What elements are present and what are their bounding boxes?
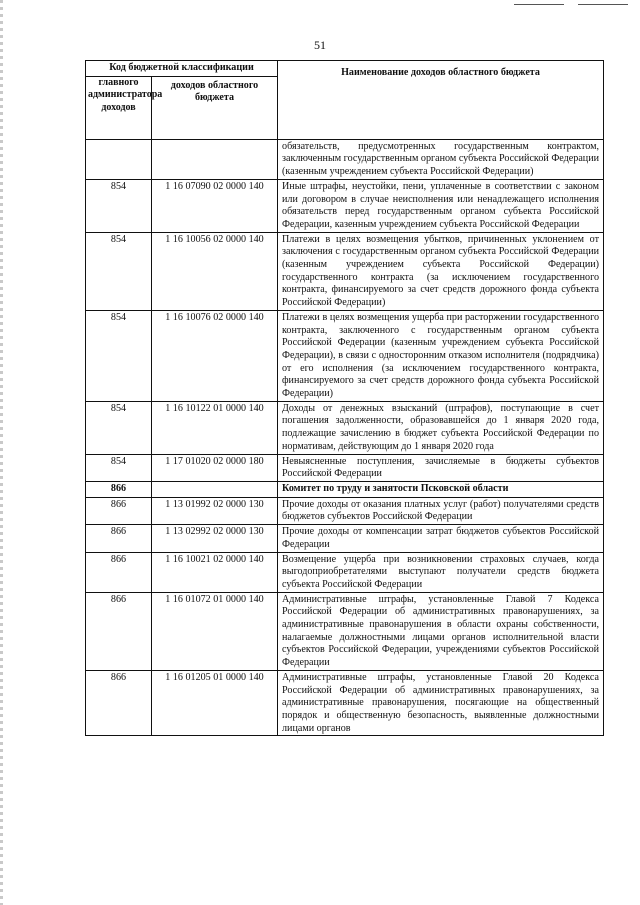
revenue-name-cell: Прочие доходы от оказания платных услуг (работ) получателями средств бюджетов субъектов Российской Федерации [278, 497, 604, 524]
admin-code-cell: 866 [86, 497, 152, 524]
revenue-name-cell: Иные штрафы, неустойки, пени, уплаченные в соответствии с законом или договором в случае неисполнения или ненадлежащего исполнения обязательств перед государственным органом субъекта Российской Федерации, казенным учреждением субъекта Российской Федерации [278, 179, 604, 232]
revenue-name-cell: Платежи в целях возмещения убытков, причиненных уклонением от заключения с государственным органом субъекта Российской Федерации (казенным учреждением субъекта Российской Федерации) государственного контракта (за исключением государственного контракта, финансируемого за счет средств дорожного фонда субъекта Российской Федерации) [278, 232, 604, 310]
budget-code-cell [152, 481, 278, 497]
revenue-name-cell: Возмещение ущерба при возникновении страховых случаев, когда выгодоприобретателями выступают получатели средств бюджета субъекта Российской Федерации [278, 552, 604, 592]
table-row [86, 139, 604, 179]
admin-code-cell: 866 [86, 552, 152, 592]
budget-code-cell: 1 16 07090 02 0000 140 [152, 179, 278, 232]
table-row [86, 232, 604, 310]
revenue-name-cell: Прочие доходы от компенсации затрат бюджетов субъектов Российской Федерации [278, 525, 604, 552]
budget-code-cell: 1 16 10021 02 0000 140 [152, 552, 278, 592]
table-header-row-1 [86, 61, 604, 77]
admin-code-cell [86, 139, 152, 179]
table-row [86, 401, 604, 454]
admin-code-cell: 866 [86, 592, 152, 670]
admin-code-cell: 854 [86, 232, 152, 310]
section-header-row [86, 481, 604, 497]
table-row [86, 552, 604, 592]
budget-code-cell: 1 13 01992 02 0000 130 [152, 497, 278, 524]
budget-code-cell [152, 139, 278, 179]
budget-code-cell: 1 13 02992 02 0000 130 [152, 525, 278, 552]
revenue-name-cell: Доходы от денежных взысканий (штрафов), поступающие в счет погашения задолженности, образовавшейся до 1 января 2020 года, подлежащие зачислению в бюджет субъекта Российской Федерации по нормативам, действующим до 1 января 2020 года [278, 401, 604, 454]
revenue-classification-table [85, 60, 604, 736]
revenue-name-cell: Платежи в целях возмещения ущерба при расторжении государственного контракта, заключенного с государственным органом субъекта Российской Федерации (казенным учреждением субъекта Российской Федерации), в связи с односторонним отказом исполнителя (подрядчика) от его исполнения (за исключением государственного контракта, финансируемого за счет средств дорожного фонда субъекта Российской Федерации) [278, 310, 604, 401]
admin-code-cell: 866 [86, 481, 152, 497]
scan-corner-marks [514, 4, 634, 14]
admin-code-cell: 854 [86, 310, 152, 401]
admin-code-cell: 866 [86, 670, 152, 736]
budget-code-cell: 1 17 01020 02 0000 180 [152, 454, 278, 481]
admin-code-cell: 854 [86, 454, 152, 481]
table-row [86, 670, 604, 736]
revenue-name-cell: Административные штрафы, установленные Главой 20 Кодекса Российской Федерации об административных правонарушениях, за административные правонарушения, посягающие на общественный порядок и общественную безопасность, выявленные должностными лицами органов [278, 670, 604, 736]
table-row [86, 525, 604, 552]
budget-code-cell: 1 16 10056 02 0000 140 [152, 232, 278, 310]
revenue-name-cell: Невыясненные поступления, зачисляемые в бюджеты субъектов Российской Федерации [278, 454, 604, 481]
table-row [86, 497, 604, 524]
table-row [86, 592, 604, 670]
table-body [86, 139, 604, 736]
page-number: 51 [314, 38, 326, 52]
admin-code-cell: 854 [86, 401, 152, 454]
table-row [86, 179, 604, 232]
table-row [86, 454, 604, 481]
table-row [86, 310, 604, 401]
regional-budget-revenue-header: доходов областного бюджета [152, 76, 278, 139]
budget-code-cell: 1 16 01205 01 0000 140 [152, 670, 278, 736]
scan-left-edge [0, 0, 3, 905]
budget-code-cell: 1 16 10076 02 0000 140 [152, 310, 278, 401]
budget-code-cell: 1 16 01072 01 0000 140 [152, 592, 278, 670]
revenue-name-cell: Административные штрафы, установленные Главой 7 Кодекса Российской Федерации об административных правонарушениях, за административные правонарушения в области охраны собственности, налагаемые должностными лицами органов исполнительной власти субъектов Российской Федерации, учреждениями субъектов Российской Федерации [278, 592, 604, 670]
admin-code-cell: 854 [86, 179, 152, 232]
revenue-name-cell: обязательств, предусмотренных государственным контрактом, заключенным государственным органом субъекта Российской Федерации (казенным учреждением субъекта Российской Федерации) [278, 139, 604, 179]
revenue-name-header: Наименование доходов областного бюджета [278, 61, 604, 140]
section-title-cell: Комитет по труду и занятости Псковской области [278, 481, 604, 497]
budget-code-cell: 1 16 10122 01 0000 140 [152, 401, 278, 454]
budget-classification-code-header: Код бюджетной классификации [86, 61, 278, 77]
admin-code-cell: 866 [86, 525, 152, 552]
chief-administrator-header: главного администратора доходов [86, 76, 152, 139]
